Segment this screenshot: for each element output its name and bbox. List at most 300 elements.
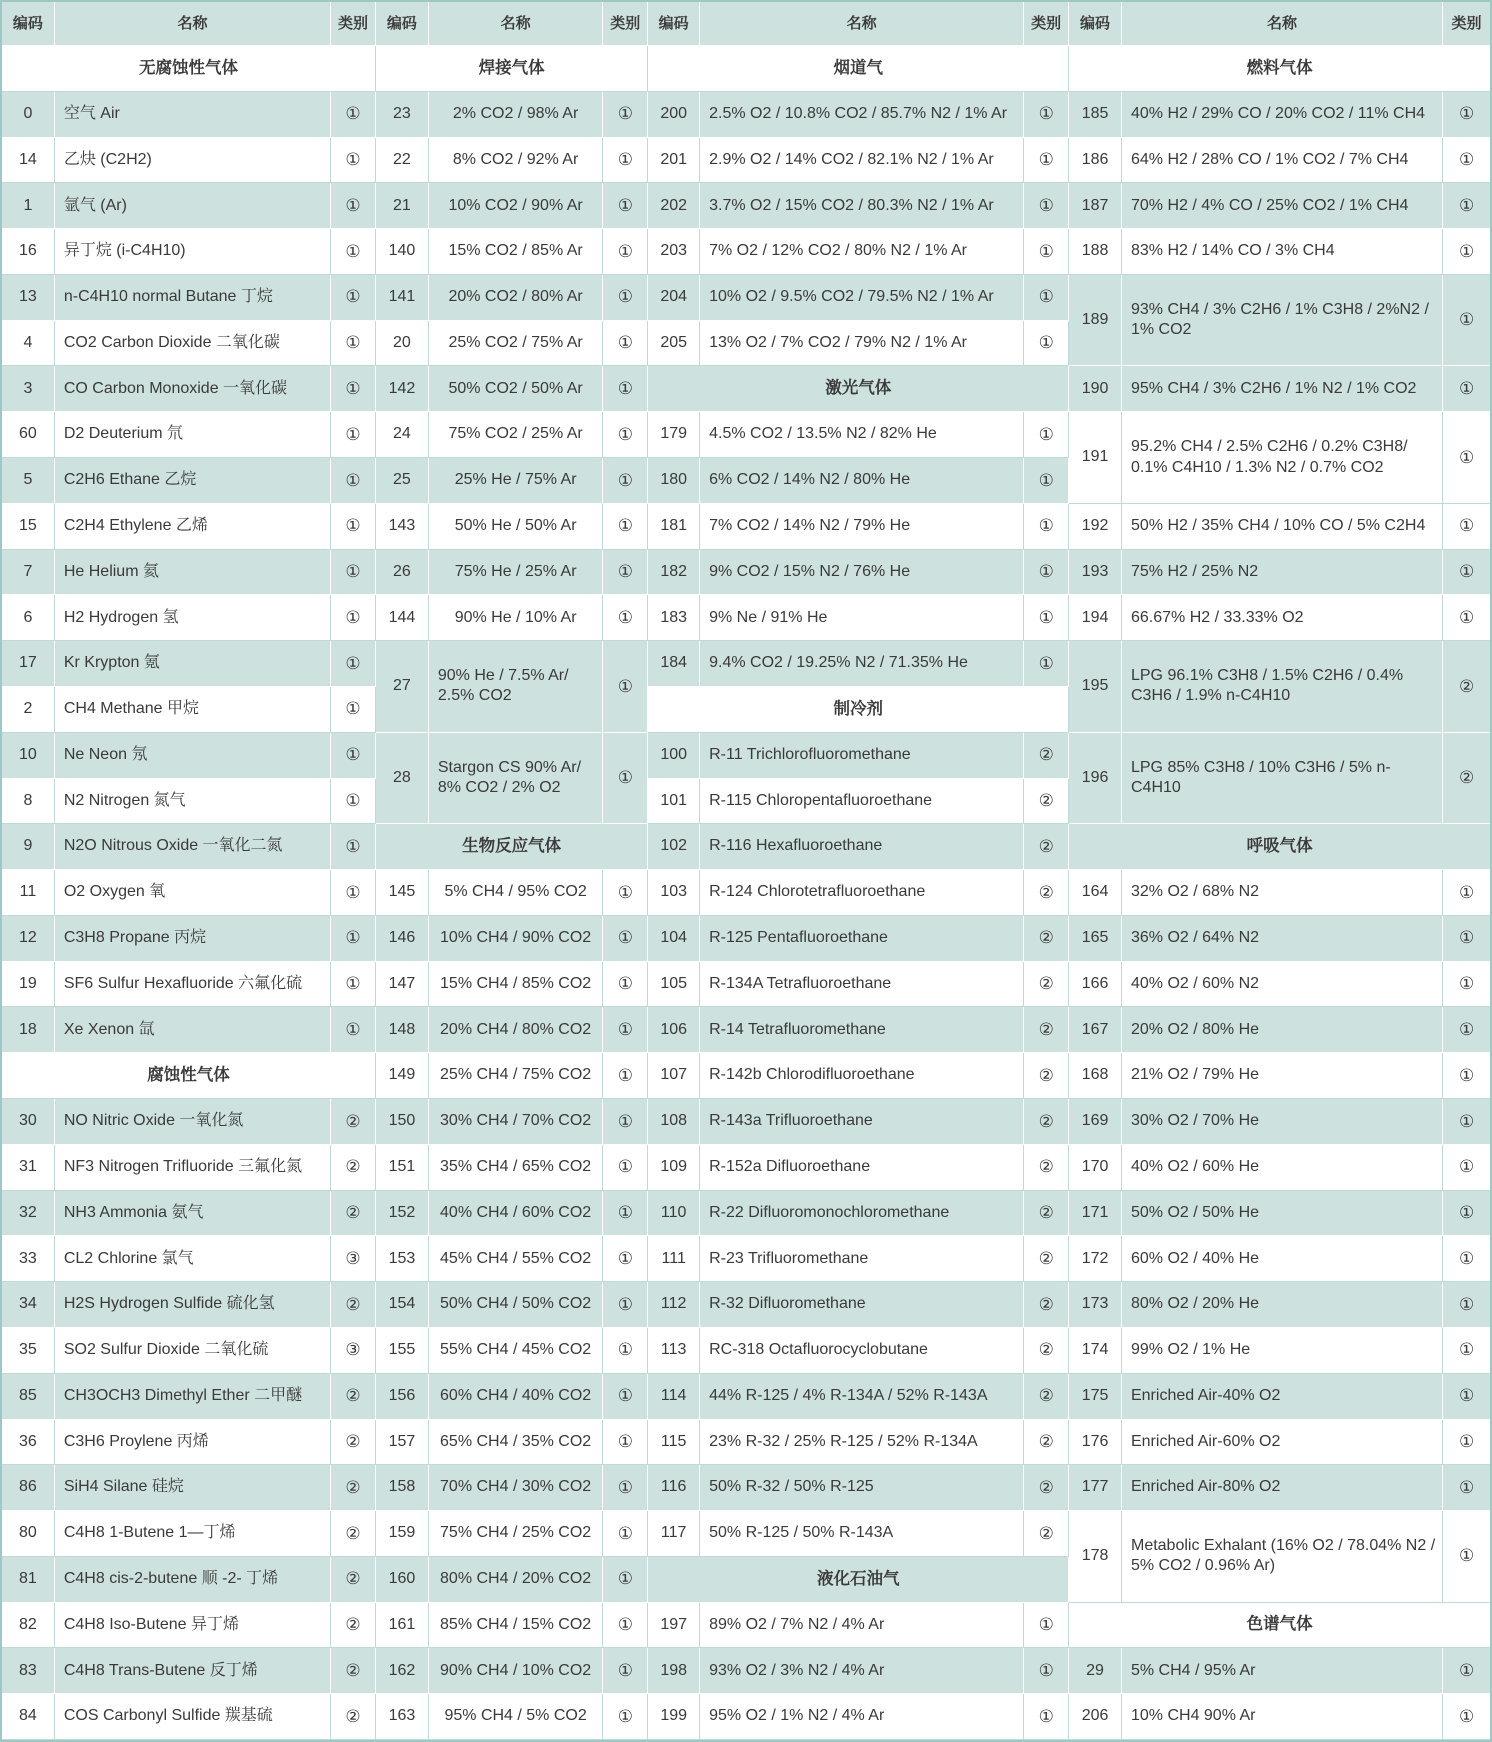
code-cell: 19 xyxy=(2,962,55,1008)
category-cell: ② xyxy=(1024,1282,1069,1328)
section-title: 生物反应气体 xyxy=(376,824,648,870)
category-cell: ① xyxy=(331,275,376,321)
name-cell: 45% CH4 / 55% CO2 xyxy=(429,1236,604,1282)
name-cell: 20% O2 / 80% He xyxy=(1122,1007,1443,1053)
category-cell: ① xyxy=(603,1465,648,1511)
category-cell: ① xyxy=(603,1374,648,1420)
code-cell: 29 xyxy=(1069,1648,1122,1694)
category-cell: ① xyxy=(1443,916,1490,962)
name-cell: 氩气 (Ar) xyxy=(55,183,331,229)
code-cell: 84 xyxy=(2,1694,55,1740)
code-cell: 185 xyxy=(1069,92,1122,138)
name-cell: C4H8 Iso-Butene 异丁烯 xyxy=(55,1603,331,1649)
category-cell: ① xyxy=(1443,550,1490,596)
category-cell: ② xyxy=(331,1511,376,1557)
code-cell: 112 xyxy=(648,1282,700,1328)
category-cell: ① xyxy=(603,641,648,733)
category-cell: ① xyxy=(603,1648,648,1694)
code-cell: 102 xyxy=(648,824,700,870)
name-cell: COS Carbonyl Sulfide 羰基硫 xyxy=(55,1694,331,1740)
name-cell: 13% O2 / 7% CO2 / 79% N2 / 1% Ar xyxy=(700,321,1024,367)
category-cell: ① xyxy=(1443,1007,1490,1053)
category-cell: ② xyxy=(1024,1145,1069,1191)
name-cell: 65% CH4 / 35% CO2 xyxy=(429,1420,604,1466)
category-cell: ② xyxy=(1443,641,1490,733)
category-cell: ① xyxy=(1443,229,1490,275)
code-cell: 114 xyxy=(648,1374,700,1420)
category-cell: ① xyxy=(1443,1465,1490,1511)
name-cell: 4.5% CO2 / 13.5% N2 / 82% He xyxy=(700,412,1024,458)
section-title: 烟道气 xyxy=(648,46,1069,92)
name-cell: 50% He / 50% Ar xyxy=(429,504,604,550)
code-cell: 201 xyxy=(648,138,700,184)
name-cell: RC-318 Octafluorocyclobutane xyxy=(700,1328,1024,1374)
category-cell: ① xyxy=(603,458,648,504)
name-cell: 93% CH4 / 3% C2H6 / 1% C3H8 / 2%N2 / 1% CO2 xyxy=(1122,275,1443,367)
name-cell: 36% O2 / 64% N2 xyxy=(1122,916,1443,962)
code-cell: 187 xyxy=(1069,183,1122,229)
code-cell: 203 xyxy=(648,229,700,275)
name-cell: 7% CO2 / 14% N2 / 79% He xyxy=(700,504,1024,550)
code-cell: 173 xyxy=(1069,1282,1122,1328)
code-cell: 177 xyxy=(1069,1465,1122,1511)
code-cell: 26 xyxy=(376,550,429,596)
code-cell: 17 xyxy=(2,641,55,687)
column-header-name: 名称 xyxy=(700,2,1024,46)
category-cell: ② xyxy=(1024,1053,1069,1099)
name-cell: 2.9% O2 / 14% CO2 / 82.1% N2 / 1% Ar xyxy=(700,138,1024,184)
category-cell: ① xyxy=(1443,1236,1490,1282)
name-cell: 25% CH4 / 75% CO2 xyxy=(429,1053,604,1099)
name-cell: 99% O2 / 1% He xyxy=(1122,1328,1443,1374)
category-cell: ③ xyxy=(331,1328,376,1374)
code-cell: 188 xyxy=(1069,229,1122,275)
name-cell: 40% O2 / 60% N2 xyxy=(1122,962,1443,1008)
name-cell: C4H8 cis-2-butene 顺 -2- 丁烯 xyxy=(55,1557,331,1603)
code-cell: 80 xyxy=(2,1511,55,1557)
category-cell: ② xyxy=(1024,916,1069,962)
code-cell: 150 xyxy=(376,1099,429,1145)
name-cell: Enriched Air-40% O2 xyxy=(1122,1374,1443,1420)
name-cell: 20% CH4 / 80% CO2 xyxy=(429,1007,604,1053)
category-cell: ① xyxy=(603,92,648,138)
name-cell: 30% CH4 / 70% CO2 xyxy=(429,1099,604,1145)
code-cell: 28 xyxy=(376,733,429,825)
code-cell: 194 xyxy=(1069,595,1122,641)
code-cell: 193 xyxy=(1069,550,1122,596)
name-cell: 93% O2 / 3% N2 / 4% Ar xyxy=(700,1648,1024,1694)
category-cell: ① xyxy=(1024,550,1069,596)
code-cell: 33 xyxy=(2,1236,55,1282)
code-cell: 141 xyxy=(376,275,429,321)
code-cell: 20 xyxy=(376,321,429,367)
code-cell: 35 xyxy=(2,1328,55,1374)
category-cell: ① xyxy=(603,1236,648,1282)
code-cell: 168 xyxy=(1069,1053,1122,1099)
code-cell: 100 xyxy=(648,733,700,779)
code-cell: 116 xyxy=(648,1465,700,1511)
category-cell: ① xyxy=(331,229,376,275)
name-cell: R-22 Difluoromonochloromethane xyxy=(700,1191,1024,1237)
category-cell: ② xyxy=(331,1694,376,1740)
code-cell: 145 xyxy=(376,870,429,916)
code-cell: 169 xyxy=(1069,1099,1122,1145)
category-cell: ② xyxy=(331,1465,376,1511)
name-cell: Kr Krypton 氪 xyxy=(55,641,331,687)
name-cell: 75% CO2 / 25% Ar xyxy=(429,412,604,458)
code-cell: 140 xyxy=(376,229,429,275)
category-cell: ① xyxy=(1024,595,1069,641)
code-cell: 144 xyxy=(376,595,429,641)
name-cell: 8% CO2 / 92% Ar xyxy=(429,138,604,184)
name-cell: 9% CO2 / 15% N2 / 76% He xyxy=(700,550,1024,596)
name-cell: R-116 Hexafluoroethane xyxy=(700,824,1024,870)
category-cell: ① xyxy=(1443,92,1490,138)
code-cell: 10 xyxy=(2,733,55,779)
name-cell: 9.4% CO2 / 19.25% N2 / 71.35% He xyxy=(700,641,1024,687)
category-cell: ② xyxy=(1024,1511,1069,1557)
name-cell: Stargon CS 90% Ar/ 8% CO2 / 2% O2 xyxy=(429,733,604,825)
code-cell: 34 xyxy=(2,1282,55,1328)
name-cell: 85% CH4 / 15% CO2 xyxy=(429,1603,604,1649)
code-cell: 189 xyxy=(1069,275,1122,367)
code-cell: 24 xyxy=(376,412,429,458)
name-cell: 70% CH4 / 30% CO2 xyxy=(429,1465,604,1511)
category-cell: ① xyxy=(603,1420,648,1466)
category-cell: ② xyxy=(1024,824,1069,870)
name-cell: 95.2% CH4 / 2.5% C2H6 / 0.2% C3H8/ 0.1% C4H10 / 1.3% N2 / 0.7% CO2 xyxy=(1122,412,1443,504)
code-cell: 60 xyxy=(2,412,55,458)
code-cell: 18 xyxy=(2,1007,55,1053)
code-cell: 171 xyxy=(1069,1191,1122,1237)
code-cell: 184 xyxy=(648,641,700,687)
category-cell: ② xyxy=(331,1557,376,1603)
category-cell: ② xyxy=(331,1145,376,1191)
category-cell: ① xyxy=(1443,1191,1490,1237)
code-cell: 192 xyxy=(1069,504,1122,550)
code-cell: 86 xyxy=(2,1465,55,1511)
name-cell: 10% CO2 / 90% Ar xyxy=(429,183,604,229)
code-cell: 183 xyxy=(648,595,700,641)
name-cell: 空气 Air xyxy=(55,92,331,138)
category-cell: ① xyxy=(603,916,648,962)
category-cell: ① xyxy=(603,138,648,184)
code-cell: 4 xyxy=(2,321,55,367)
code-cell: 81 xyxy=(2,1557,55,1603)
code-cell: 181 xyxy=(648,504,700,550)
category-cell: ① xyxy=(1443,183,1490,229)
name-cell: R-134A Tetrafluoroethane xyxy=(700,962,1024,1008)
category-cell: ① xyxy=(331,183,376,229)
category-cell: ① xyxy=(1024,321,1069,367)
code-cell: 142 xyxy=(376,366,429,412)
name-cell: R-152a Difluoroethane xyxy=(700,1145,1024,1191)
category-cell: ① xyxy=(603,962,648,1008)
category-cell: ① xyxy=(603,550,648,596)
name-cell: 90% He / 7.5% Ar/ 2.5% CO2 xyxy=(429,641,604,733)
name-cell: 75% H2 / 25% N2 xyxy=(1122,550,1443,596)
name-cell: 30% O2 / 70% He xyxy=(1122,1099,1443,1145)
name-cell: H2 Hydrogen 氢 xyxy=(55,595,331,641)
category-cell: ① xyxy=(1443,870,1490,916)
category-cell: ① xyxy=(603,321,648,367)
category-cell: ① xyxy=(603,366,648,412)
category-cell: ② xyxy=(1443,733,1490,825)
category-cell: ① xyxy=(1443,962,1490,1008)
category-cell: ② xyxy=(1024,779,1069,825)
code-cell: 8 xyxy=(2,779,55,825)
category-cell: ① xyxy=(603,275,648,321)
category-cell: ① xyxy=(1024,1694,1069,1740)
category-cell: ② xyxy=(1024,1191,1069,1237)
category-cell: ② xyxy=(1024,962,1069,1008)
name-cell: 64% H2 / 28% CO / 1% CO2 / 7% CH4 xyxy=(1122,138,1443,184)
name-cell: 6% CO2 / 14% N2 / 80% He xyxy=(700,458,1024,504)
name-cell: NH3 Ammonia 氨气 xyxy=(55,1191,331,1237)
category-cell: ① xyxy=(1443,1694,1490,1740)
name-cell: D2 Deuterium 氘 xyxy=(55,412,331,458)
name-cell: 7% O2 / 12% CO2 / 80% N2 / 1% Ar xyxy=(700,229,1024,275)
category-cell: ① xyxy=(331,687,376,733)
column-header-name: 名称 xyxy=(429,2,604,46)
column-header-category: 类别 xyxy=(331,2,376,46)
name-cell: 25% He / 75% Ar xyxy=(429,458,604,504)
code-cell: 7 xyxy=(2,550,55,596)
category-cell: ① xyxy=(603,1191,648,1237)
category-cell: ① xyxy=(331,321,376,367)
category-cell: ② xyxy=(331,1191,376,1237)
code-cell: 176 xyxy=(1069,1420,1122,1466)
category-cell: ② xyxy=(1024,1236,1069,1282)
name-cell: 40% O2 / 60% He xyxy=(1122,1145,1443,1191)
code-cell: 175 xyxy=(1069,1374,1122,1420)
category-cell: ① xyxy=(331,458,376,504)
name-cell: 70% H2 / 4% CO / 25% CO2 / 1% CH4 xyxy=(1122,183,1443,229)
name-cell: 15% CH4 / 85% CO2 xyxy=(429,962,604,1008)
section-title: 色谱气体 xyxy=(1069,1603,1490,1649)
code-cell: 21 xyxy=(376,183,429,229)
section-title: 焊接气体 xyxy=(376,46,648,92)
name-cell: 90% He / 10% Ar xyxy=(429,595,604,641)
name-cell: N2O Nitrous Oxide 一氧化二氮 xyxy=(55,824,331,870)
column-header-code: 编码 xyxy=(648,2,700,46)
category-cell: ① xyxy=(603,1282,648,1328)
code-cell: 108 xyxy=(648,1099,700,1145)
category-cell: ① xyxy=(331,962,376,1008)
name-cell: R-23 Trifluoromethane xyxy=(700,1236,1024,1282)
category-cell: ① xyxy=(331,870,376,916)
code-cell: 178 xyxy=(1069,1511,1122,1603)
name-cell: 50% H2 / 35% CH4 / 10% CO / 5% C2H4 xyxy=(1122,504,1443,550)
category-cell: ① xyxy=(603,412,648,458)
code-cell: 27 xyxy=(376,641,429,733)
code-cell: 159 xyxy=(376,1511,429,1557)
category-cell: ① xyxy=(1443,412,1490,504)
category-cell: ① xyxy=(331,733,376,779)
code-cell: 3 xyxy=(2,366,55,412)
category-cell: ① xyxy=(1443,1099,1490,1145)
name-cell: CH4 Methane 甲烷 xyxy=(55,687,331,733)
code-cell: 82 xyxy=(2,1603,55,1649)
code-cell: 190 xyxy=(1069,366,1122,412)
code-cell: 206 xyxy=(1069,1694,1122,1740)
code-cell: 162 xyxy=(376,1648,429,1694)
code-cell: 152 xyxy=(376,1191,429,1237)
category-cell: ② xyxy=(1024,1007,1069,1053)
code-cell: 195 xyxy=(1069,641,1122,733)
category-cell: ① xyxy=(1024,458,1069,504)
category-cell: ① xyxy=(603,1328,648,1374)
name-cell: 3.7% O2 / 15% CO2 / 80.3% N2 / 1% Ar xyxy=(700,183,1024,229)
name-cell: 10% CH4 90% Ar xyxy=(1122,1694,1443,1740)
code-cell: 197 xyxy=(648,1603,700,1649)
name-cell: R-32 Difluoromethane xyxy=(700,1282,1024,1328)
code-cell: 22 xyxy=(376,138,429,184)
category-cell: ① xyxy=(331,550,376,596)
name-cell: n-C4H10 normal Butane 丁烷 xyxy=(55,275,331,321)
code-cell: 83 xyxy=(2,1648,55,1694)
name-cell: 80% O2 / 20% He xyxy=(1122,1282,1443,1328)
name-cell: 50% R-125 / 50% R-143A xyxy=(700,1511,1024,1557)
name-cell: 5% CH4 / 95% CO2 xyxy=(429,870,604,916)
code-cell: 1 xyxy=(2,183,55,229)
category-cell: ① xyxy=(331,824,376,870)
category-cell: ② xyxy=(1024,733,1069,779)
code-cell: 2 xyxy=(2,687,55,733)
category-cell: ① xyxy=(603,1694,648,1740)
category-cell: ① xyxy=(603,1603,648,1649)
category-cell: ① xyxy=(603,229,648,275)
category-cell: ① xyxy=(1443,1420,1490,1466)
name-cell: He Helium 氦 xyxy=(55,550,331,596)
category-cell: ② xyxy=(331,1099,376,1145)
category-cell: ① xyxy=(331,366,376,412)
code-cell: 13 xyxy=(2,275,55,321)
category-cell: ① xyxy=(603,1099,648,1145)
name-cell: LPG 96.1% C3H8 / 1.5% C2H6 / 0.4% C3H6 / 1.9% n-C4H10 xyxy=(1122,641,1443,733)
column-header-code: 编码 xyxy=(1069,2,1122,46)
name-cell: 50% O2 / 50% He xyxy=(1122,1191,1443,1237)
name-cell: C2H4 Ethylene 乙烯 xyxy=(55,504,331,550)
category-cell: ① xyxy=(603,1053,648,1099)
code-cell: 153 xyxy=(376,1236,429,1282)
name-cell: CL2 Chlorine 氯气 xyxy=(55,1236,331,1282)
code-cell: 36 xyxy=(2,1420,55,1466)
name-cell: O2 Oxygen 氧 xyxy=(55,870,331,916)
code-cell: 157 xyxy=(376,1420,429,1466)
code-cell: 166 xyxy=(1069,962,1122,1008)
section-title: 制冷剂 xyxy=(648,687,1069,733)
name-cell: 90% CH4 / 10% CO2 xyxy=(429,1648,604,1694)
code-cell: 14 xyxy=(2,138,55,184)
code-cell: 165 xyxy=(1069,916,1122,962)
name-cell: 89% O2 / 7% N2 / 4% Ar xyxy=(700,1603,1024,1649)
category-cell: ① xyxy=(1443,1053,1490,1099)
code-cell: 182 xyxy=(648,550,700,596)
code-cell: 180 xyxy=(648,458,700,504)
name-cell: Enriched Air-60% O2 xyxy=(1122,1420,1443,1466)
category-cell: ① xyxy=(603,183,648,229)
name-cell: 2.5% O2 / 10.8% CO2 / 85.7% N2 / 1% Ar xyxy=(700,92,1024,138)
code-cell: 111 xyxy=(648,1236,700,1282)
code-cell: 113 xyxy=(648,1328,700,1374)
code-cell: 0 xyxy=(2,92,55,138)
column-header-name: 名称 xyxy=(1122,2,1443,46)
code-cell: 117 xyxy=(648,1511,700,1557)
code-cell: 146 xyxy=(376,916,429,962)
code-cell: 105 xyxy=(648,962,700,1008)
category-cell: ② xyxy=(1024,1374,1069,1420)
code-cell: 143 xyxy=(376,504,429,550)
code-cell: 149 xyxy=(376,1053,429,1099)
category-cell: ① xyxy=(1024,229,1069,275)
name-cell: Xe Xenon 氙 xyxy=(55,1007,331,1053)
code-cell: 191 xyxy=(1069,412,1122,504)
column-header-code: 编码 xyxy=(2,2,55,46)
name-cell: CH3OCH3 Dimethyl Ether 二甲醚 xyxy=(55,1374,331,1420)
name-cell: 20% CO2 / 80% Ar xyxy=(429,275,604,321)
name-cell: 83% H2 / 14% CO / 3% CH4 xyxy=(1122,229,1443,275)
code-cell: 148 xyxy=(376,1007,429,1053)
name-cell: 50% CH4 / 50% CO2 xyxy=(429,1282,604,1328)
category-cell: ① xyxy=(1024,504,1069,550)
name-cell: C3H8 Propane 丙烷 xyxy=(55,916,331,962)
name-cell: R-142b Chlorodifluoroethane xyxy=(700,1053,1024,1099)
column-header-category: 类别 xyxy=(1024,2,1069,46)
code-cell: 172 xyxy=(1069,1236,1122,1282)
category-cell: ② xyxy=(1024,1328,1069,1374)
code-cell: 167 xyxy=(1069,1007,1122,1053)
category-cell: ② xyxy=(331,1420,376,1466)
category-cell: ② xyxy=(331,1648,376,1694)
code-cell: 198 xyxy=(648,1648,700,1694)
name-cell: C4H8 Trans-Butene 反丁烯 xyxy=(55,1648,331,1694)
category-cell: ① xyxy=(603,1511,648,1557)
name-cell: 55% CH4 / 45% CO2 xyxy=(429,1328,604,1374)
category-cell: ① xyxy=(1443,1145,1490,1191)
name-cell: C4H8 1-Butene 1—丁烯 xyxy=(55,1511,331,1557)
name-cell: R-143a Trifluoroethane xyxy=(700,1099,1024,1145)
name-cell: 2% CO2 / 98% Ar xyxy=(429,92,604,138)
name-cell: Metabolic Exhalant (16% O2 / 78.04% N2 / 5% CO2 / 0.96% Ar) xyxy=(1122,1511,1443,1603)
name-cell: 75% CH4 / 25% CO2 xyxy=(429,1511,604,1557)
section-title: 无腐蚀性气体 xyxy=(2,46,376,92)
code-cell: 163 xyxy=(376,1694,429,1740)
category-cell: ① xyxy=(1443,366,1490,412)
category-cell: ① xyxy=(603,595,648,641)
code-cell: 156 xyxy=(376,1374,429,1420)
category-cell: ① xyxy=(1024,183,1069,229)
name-cell: 95% CH4 / 3% C2H6 / 1% N2 / 1% CO2 xyxy=(1122,366,1443,412)
name-cell: 10% O2 / 9.5% CO2 / 79.5% N2 / 1% Ar xyxy=(700,275,1024,321)
code-cell: 6 xyxy=(2,595,55,641)
name-cell: 50% CO2 / 50% Ar xyxy=(429,366,604,412)
code-cell: 25 xyxy=(376,458,429,504)
code-cell: 170 xyxy=(1069,1145,1122,1191)
category-cell: ① xyxy=(331,916,376,962)
code-cell: 199 xyxy=(648,1694,700,1740)
category-cell: ① xyxy=(1443,504,1490,550)
category-cell: ① xyxy=(1443,1511,1490,1603)
name-cell: 40% H2 / 29% CO / 20% CO2 / 11% CH4 xyxy=(1122,92,1443,138)
code-cell: 160 xyxy=(376,1557,429,1603)
name-cell: 15% CO2 / 85% Ar xyxy=(429,229,604,275)
section-title: 燃料气体 xyxy=(1069,46,1490,92)
code-cell: 106 xyxy=(648,1007,700,1053)
code-cell: 104 xyxy=(648,916,700,962)
category-cell: ① xyxy=(1443,1648,1490,1694)
code-cell: 174 xyxy=(1069,1328,1122,1374)
